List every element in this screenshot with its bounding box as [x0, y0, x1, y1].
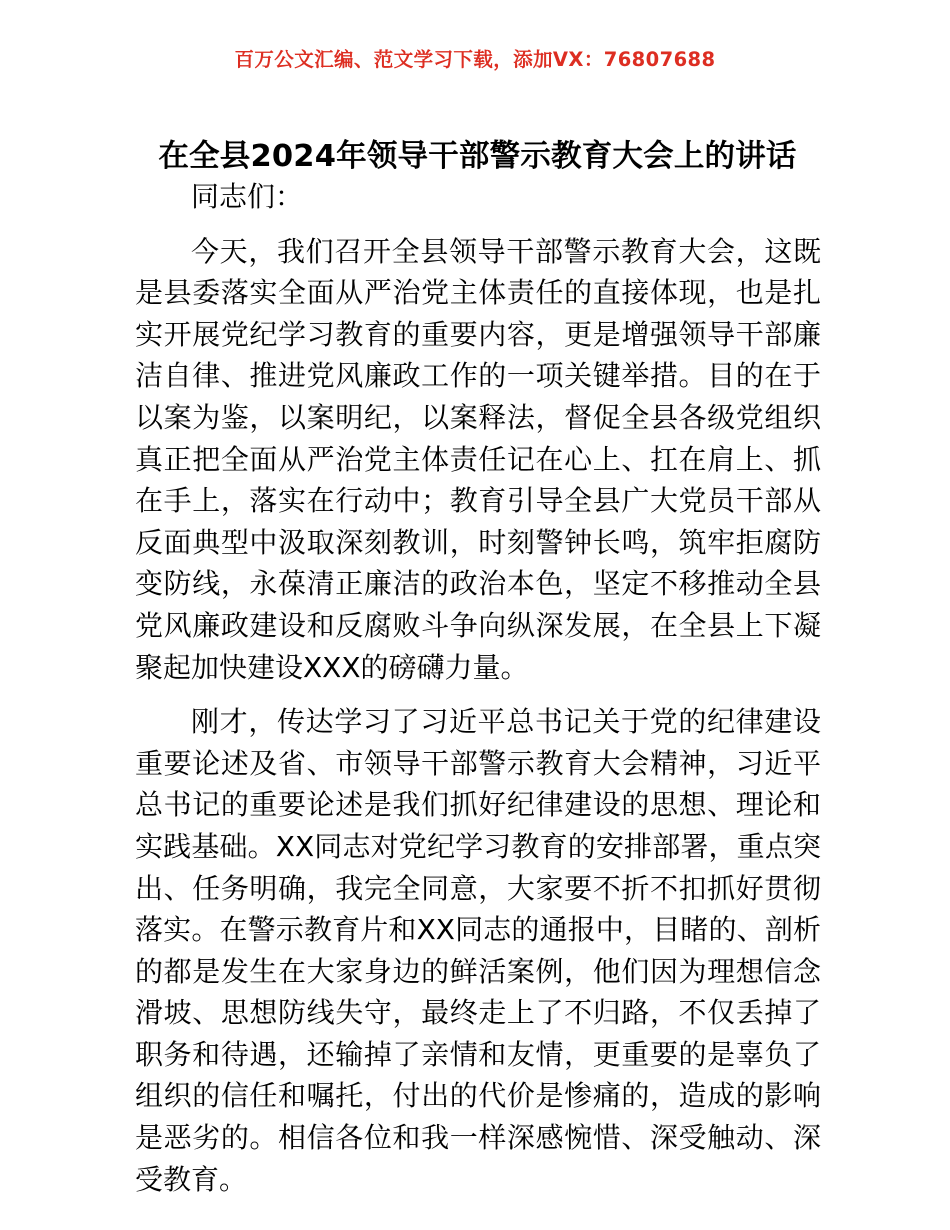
body-paragraph-2: 刚才，传达学习了习近平总书记关于党的纪律建设重要论述及省、市领导干部警示教育大会精神，习近平总书记的重要论述是我们抓好纪律建设的思想、理论和实践基础。XX同志对党纪学习教育的安排部署，重点突出、任务明确，我完全同意，大家要不折不扣抓好贯彻落实。在警示教育片和XX同志的通报中，目睹的、剖析的都是发生在大家身边的鲜活案例，他们因为理想信念滑坡、思想防线失守，最终走上了不归路，不仅丢掉了职务和待遇，还输掉了亲情和友情，更重要的是辜负了组织的信任和嘱托，付出的代价是惨痛的，造成的影响是恶劣的。相信各位和我一样深感惋惜、深受触动、深受教育。	[135, 705, 821, 1196]
page-title: 在全县2024年领导干部警示教育大会上的讲话	[158, 139, 797, 175]
body-paragraph-1: 今天，我们召开全县领导干部警示教育大会，这既是县委落实全面从严治党主体责任的直接体现，也是扎实开展党纪学习教育的重要内容，更是增强领导干部廉洁自律、推进党风廉政工作的一项关键举措。目的在于以案为鉴，以案明纪，以案释法，督促全县各级党组织真正把全面从严治党主体责任记在心上、扛在肩上、抓在手上，落实在行动中；教育引导全县广大党员干部从反面典型中汲取深刻教训，时刻警钟长鸣，筑牢拒腐防变防线，永葆清正廉洁的政治本色，坚定不移推动全县党风廉政建设和反腐败斗争向纵深发展，在全县上下凝聚起加快建设XXX的磅礴力量。	[135, 234, 821, 684]
promo-header-text: 百万公文汇编、范文学习下载，添加VX：76807688	[234, 48, 716, 71]
salutation-line: 同志们：	[191, 180, 304, 213]
document-body	[135, 176, 821, 1200]
